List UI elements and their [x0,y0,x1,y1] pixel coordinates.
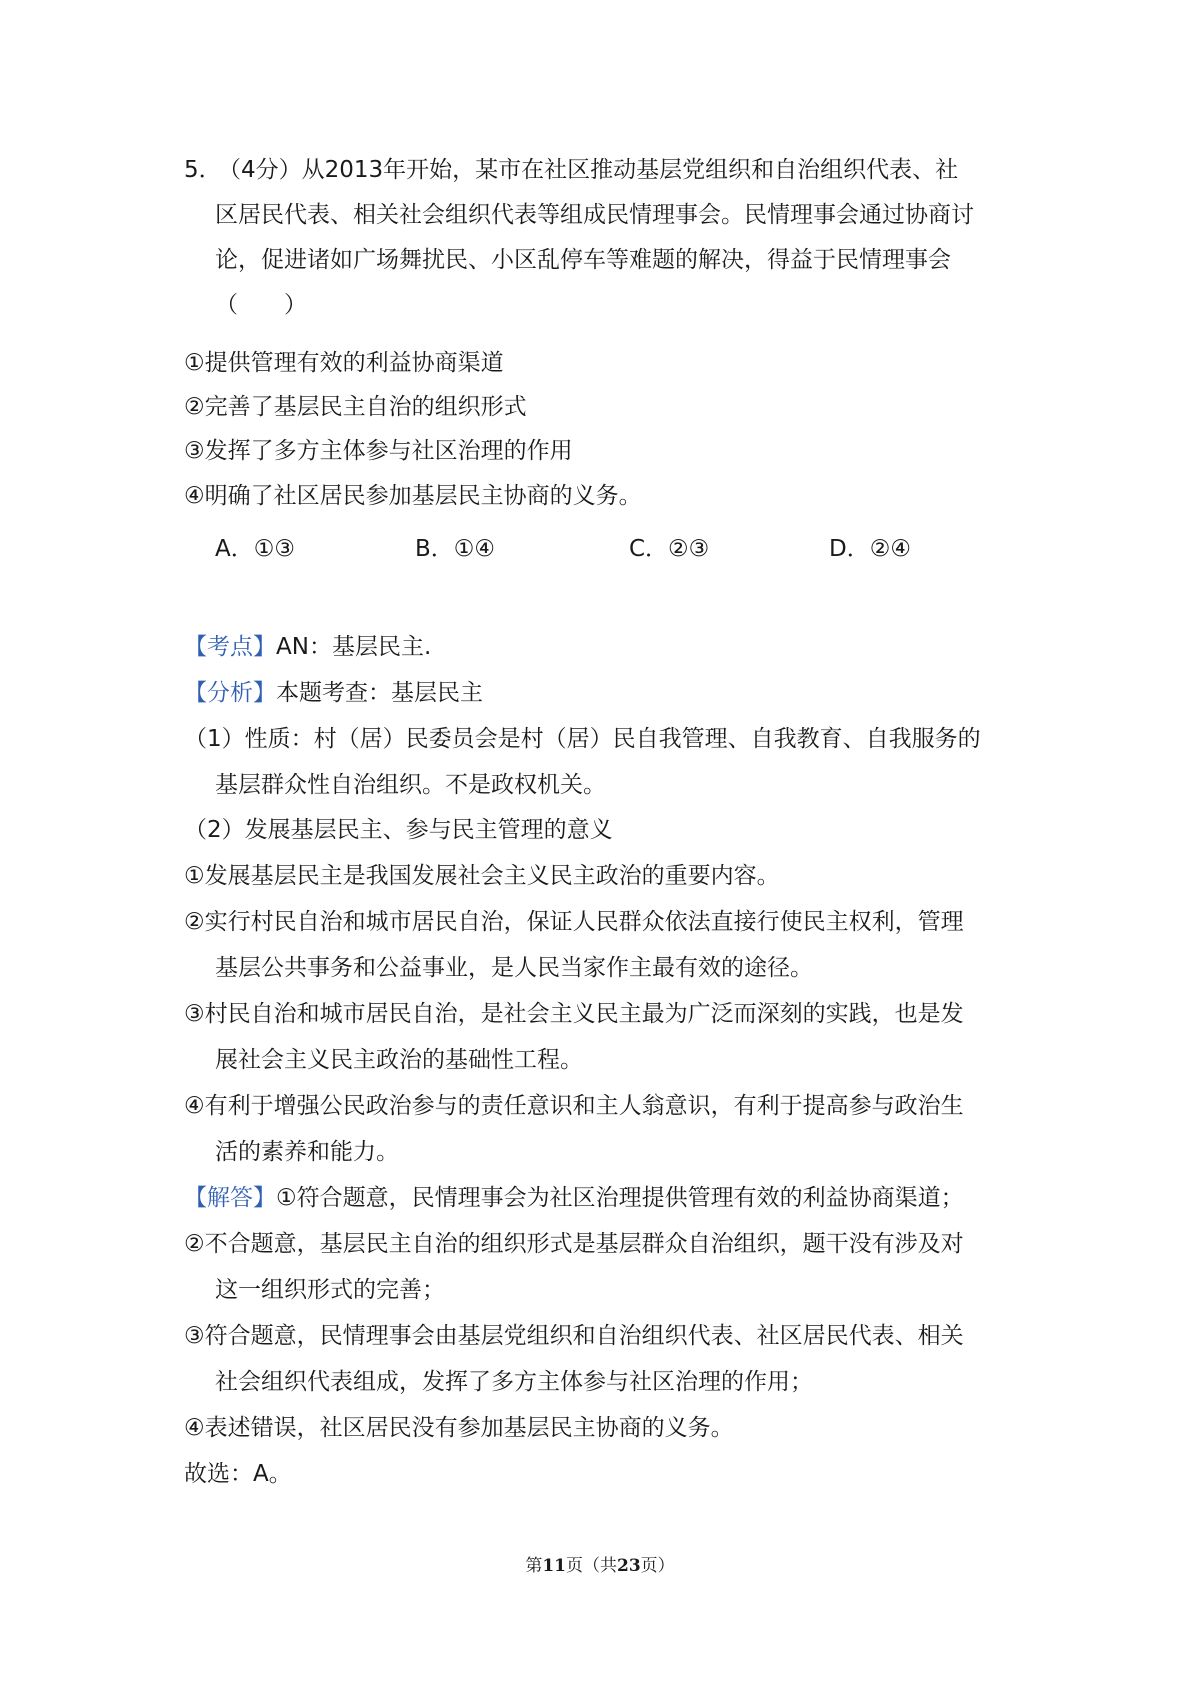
fenxi-item-4-line-1: ④有利于增强公民政治参与的责任意识和主人翁意识，有利于提高参与政治生 [184,1093,964,1119]
page-footer [0,1555,1200,1577]
jieda-section [184,1183,1024,1213]
jieda-answer-3-line-2: 社会组织代表组成，发挥了多方主体参与社区治理的作用； [215,1369,813,1395]
answer-options [215,534,975,566]
fenxi-p2: （2）发展基层民主、参与民主管理的意义 [184,817,613,843]
fenxi-p1-line-1: （1）性质：村（居）民委员会是村（居）民自我管理、自我教育、自我服务的 [184,726,981,752]
statement-4: ④明确了社区居民参加基层民主协商的义务。 [184,483,642,509]
statement-3: ③发挥了多方主体参与社区治理的作用 [184,438,573,464]
question-number: 5． [184,157,222,183]
fenxi-item-3-line-2: 展社会主义民主政治的基础性工程。 [215,1047,583,1073]
question-stem-line-1 [184,155,1024,185]
jieda-answer-4: ④表述错误，社区居民没有参加基层民主协商的义务。 [184,1415,734,1441]
kaodian-text: AN：基层民主. [276,634,432,660]
fenxi-section [184,678,1024,708]
answer-blank: （ ） [215,292,307,318]
fenxi-item-4-line-2: 活的素养和能力。 [215,1139,399,1165]
option-a: A．①③ [215,536,295,562]
jieda-answer-2-line-2: 这一组织形式的完善； [215,1277,445,1303]
fenxi-label: 【分析】 [184,680,276,706]
question-stem-line-2: 区居民代表、相关社会组织代表等组成民情理事会。民情理事会通过协商讨 [215,202,974,228]
option-c: C．②③ [629,536,710,562]
option-b: B．①④ [415,536,496,562]
fenxi-item-2-line-1: ②实行村民自治和城市居民自治，保证人民群众依法直接行使民主权利，管理 [184,909,964,935]
question-stem-line-3: 论，促进诸如广场舞扰民、小区乱停车等难题的解决，得益于民情理事会 [215,247,951,273]
question-stem-text: （4分）从2013年开始，某市在社区推动基层党组织和自治组织代表、社 [218,157,959,183]
jieda-answer-2-line-1: ②不合题意，基层民主自治的组织形式是基层群众自治组织，题干没有涉及对 [184,1231,964,1257]
jieda-answer-3-line-1: ③符合题意，民情理事会由基层党组织和自治组织代表、社区居民代表、相关 [184,1323,964,1349]
footer-total-pages: 23 [617,1556,641,1576]
option-d: D．②④ [829,536,911,562]
fenxi-p1-line-2: 基层群众性自治组织。不是政权机关。 [215,772,606,798]
fenxi-item-3-line-1: ③村民自治和城市居民自治，是社会主义民主最为广泛而深刻的实践，也是发 [184,1001,964,1027]
fenxi-item-2-line-2: 基层公共事务和公益事业，是人民当家作主最有效的途径。 [215,955,813,981]
statement-1: ①提供管理有效的利益协商渠道 [184,350,504,376]
kaodian-section [184,632,1024,662]
footer-suffix: 页） [640,1556,675,1576]
kaodian-label: 【考点】 [184,634,276,660]
jieda-label: 【解答】 [184,1185,276,1211]
footer-page-number: 11 [542,1556,566,1576]
statement-2: ②完善了基层民主自治的组织形式 [184,394,527,420]
footer-middle: 页（共 [566,1556,617,1576]
jieda-answer-1: ①符合题意，民情理事会为社区治理提供管理有效的利益协商渠道； [276,1185,964,1211]
fenxi-item-1: ①发展基层民主是我国发展社会主义民主政治的重要内容。 [184,863,780,889]
conclusion: 故选：A。 [184,1461,292,1487]
footer-prefix: 第 [525,1556,543,1576]
fenxi-intro: 本题考查：基层民主 [276,680,483,706]
